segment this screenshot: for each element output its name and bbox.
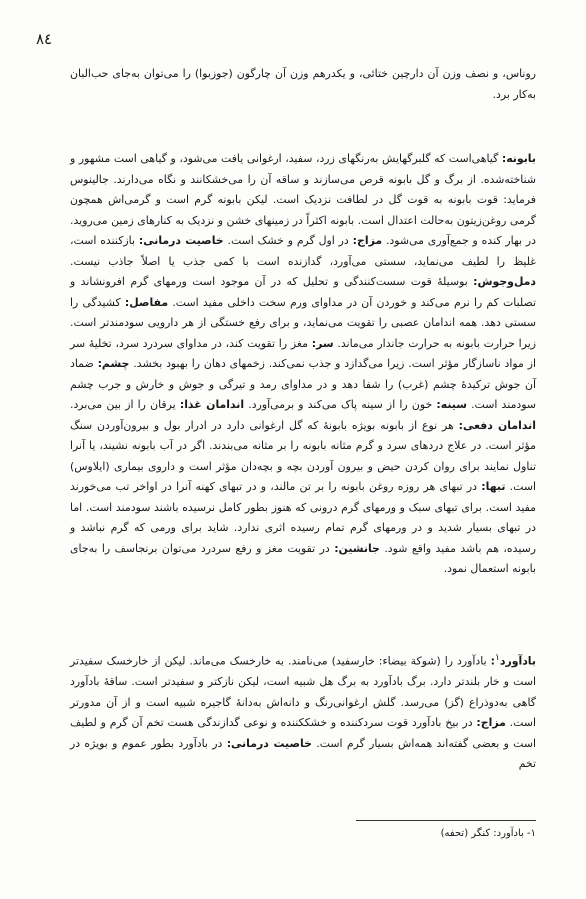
paragraph-intro: [70, 64, 536, 105]
entry-term-babouneh: بابونه:: [501, 152, 536, 165]
babouneh-text-7: ضماد آن جوش ترکیدهٔ چشم (غرب) را شفا دهد و در مداوای رمد و تیرگی و جوش و خارش و جرب چشم سودمند است.: [70, 357, 536, 411]
babouneh-text-1: گیاهی‌است که گلبرگهایش به‌رنگهای زرد، سفید، ارغوانی یافت می‌شود، و گیاهی است مشهور و شناخته‌شده. از برگ و گل بابونه قرص می‌سازند و ساقه آن را می‌خشکانند و نگاه می‌دارند. جالینوس فرماید: قوت بابونه به قوت گل در لطافت نزدیک است. لیکن بابونه گرم است و گرمی‌اش همچون گرمی روغن‌زیتون به‌حالت اعتدال است. بابونه اکثراً در زمینهای خشن و نزدیک به کنارهای زمین می‌روید. در بهار کنده و جمع‌آوری می‌شود.: [70, 152, 536, 247]
badavard-text-3: در بادآورد بطور عموم و بویژه در تخم: [70, 736, 536, 771]
babouneh-text-5: کشیدگی را سستی دهد. همه اندامان عصبی را تقویت می‌نماید، و برای رفع خستگی از هر دارویی سودمندتر است. زیرا حرارت بابونه به حرارت جاندار می‌ماند.: [70, 295, 537, 350]
footnote: ١- بادآورد: کنگر (تحفه): [440, 828, 536, 839]
label-mizaj: مزاج:: [476, 716, 506, 730]
babouneh-text-12: در تقویت مغز و رفع سردرد می‌توان برنجاسف را به‌جای بابونه استعمال نمود.: [70, 541, 536, 575]
label-tab: تبها:: [481, 480, 506, 493]
paragraph-badavard: [70, 648, 536, 775]
babouneh-text-2: در اول گرم و خشک است.: [223, 234, 353, 247]
babouneh-text-8: خون را از سینه پاک می‌کند و برمی‌آورد.: [244, 398, 437, 411]
footnote-marker: ١: [494, 653, 500, 663]
label-damal: دمل‌وجوش:: [473, 275, 536, 288]
entry-term-badavard: بادآورد: [499, 654, 536, 668]
entry-term-colon: :: [490, 654, 495, 668]
babouneh-text-10: هر نوع از بابونه بویژه بابونهٔ که گل ارغوانی دارد در ادرار بول و بیرون‌آوردن سنگ مؤثر است. در علاج دردهای سرد و گرم مثانه بابونه را بر مثانه می‌بندند. اگر در آب بابونه نشیند، یا آنرا تناول نمایند برای روان کردن حیض و بیرون آوردن بچه و بچه‌دان مؤثر است و داروی بیماری (ایلاوس) است.: [70, 418, 536, 493]
label-sar: سر:: [311, 336, 334, 350]
babouneh-text-3: بازکننده است، غلیظ را لطیف می‌نماید، سستی می‌آورد، گدازنده است با کمی جذب یا اصلاً جاذب نیست.: [70, 234, 536, 268]
label-khasiyat: خاصیت درمانی:: [138, 234, 224, 247]
label-cheshm: چشم:: [97, 357, 130, 370]
page-number: ٨٤: [36, 30, 53, 48]
babouneh-text-11: در تبهای هر روزه روغن بابونه را بر تن مالند، و در تبهای کهنه آنرا در اواخر تب می‌خورند مفید است. برای تبهای سبک و ورمهای گرم درونی که هنوز بطور کامل نرسیده باشند سودمند است. اما در تبهای بسیار شدید و در ورمهای گرم تمام رسیده اثری ندارد. شاید برای ورمی که گرم نباشد و رسیده، هم باشد مفید واقع شود.: [70, 480, 536, 555]
babouneh-text-4: بوسیلهٔ قوت سست‌کنندگی و تحلیل که در آن موجود است ورمهای گرم افرونشاند و تصلبات کم را نرم می‌کند و خوردن آن در مداوای ورم سخت داخلی مفید است.: [70, 275, 536, 309]
footnote-divider: [356, 820, 536, 821]
label-mafasil: مفاصل:: [124, 295, 169, 309]
babouneh-text-9: یرقان را از بین می‌برد.: [70, 398, 180, 411]
badavard-text-2: در بیخ بادآورد قوت سردکننده و خشککننده و نوعی گدازندگی هست تخم آن گرم و لطیف است و بعضی گفته‌اند همه‌اش بسیار گرم است.: [70, 716, 536, 750]
label-sineh: سینه:: [436, 398, 467, 411]
label-dafe: اندامان دفعی:: [458, 418, 536, 432]
label-janeshin: جانشین:: [334, 541, 380, 555]
babouneh-text-6: مغز را تقویت کند، در مداوای سردرد سرد، تخلیهٔ سر از مواد ناسازگار مؤثر است. زیرا می‌گدازد و جذب نمی‌کند. زخمهای دهان را بهبود بخشد.: [70, 336, 536, 370]
label-khasiyat: خاصیت درمانی:: [226, 736, 312, 750]
label-ghaza: اندامان غذا:: [179, 398, 245, 411]
label-mizaj: مزاج:: [352, 234, 383, 247]
intro-text: روناس، و نصف وزن آن دارچین ختائی، و یکدرهم وزن آن چارگون (جوزبوا) را می‌توان به‌جای حب‌البان به‌کار برد.: [70, 67, 536, 101]
paragraph-babouneh: [70, 149, 536, 580]
badavard-text-1: بادآورد را (شوکة بیضاء: خارسفید) می‌نامند. به خارخسک می‌ماند. لیکن از خارخسک سفیدتر است و خار بلندتر دارد. برگ بادآورد به برگ هل شبیه است، لیکن نازکتر و سفیدتر است. ساقهٔ بادآورد گاهی به‌دوذراع (گز) می‌رسد. گلش ارغوانی‌رنگ و دانه‌اش به‌دانهٔ گاجیره شبیه است و از آن مدورتر است.: [70, 654, 536, 730]
